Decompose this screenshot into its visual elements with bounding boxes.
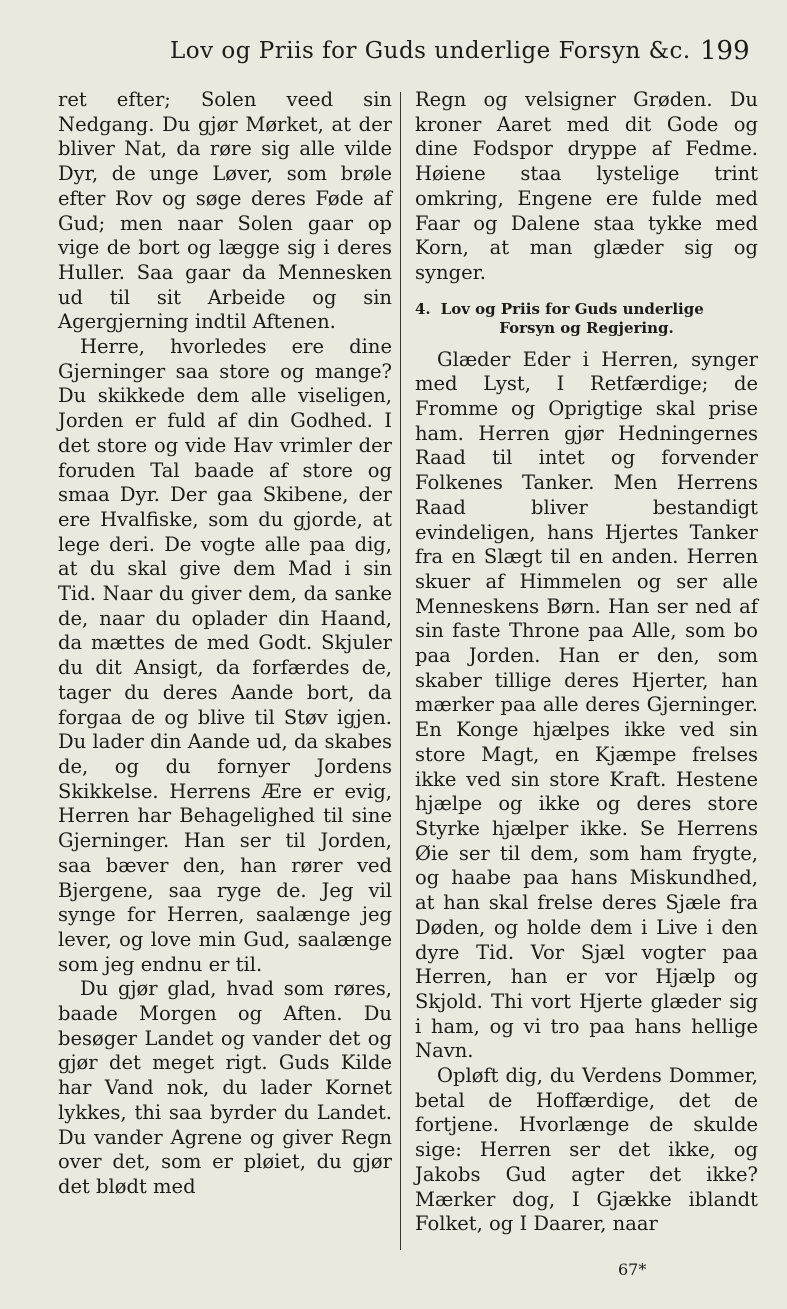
signature-mark: 67* [618,1260,647,1279]
paragraph: Regn og velsigner Grøden. Du kroner Aaret med dit Gode og dine Fodspor dryppe af Fedme. Høiene staa lystelige trint omkring, Engene ere fulde med Faar og Dalene staa tykke med Korn, at man glæder sig og synger. [415,88,758,284]
page-number: 199 [700,36,750,66]
section-number: 4. [415,299,431,318]
paragraph: Herre, hvorledes ere dine Gjerninger saa store og mange? Du skikkede dem alle viseligen, Jorden er fuld af din Godhed. I det store og vide Hav vrimler der foruden Tal baade af store og smaa Dyr. Der gaa Skibene, der ere Hvalfiske, som du gjorde, at lege deri. De vogte alle paa dig, at du skal give dem Mad i sin Tid. Naar du giver dem, da sanke de, naar du oplader din Haand, da mættes de med Godt. Skjuler du dit Ansigt, da forfærdes de, tager du deres Aande bort, da forgaa de og blive til Støv igjen. Du lader din Aande ud, da skabes de, og du fornyer Jordens Skikkelse. Herrens Ære er evig, Herren har Behagelighed til sine Gjerninger. Han ser til Jorden, saa bæver den, han rører ved Bjergene, saa ryge de. Jeg vil synge for Herren, saalænge jeg lever, og love min Gud, saalænge som jeg endnu er til. [58,335,392,976]
section-heading [415,300,758,338]
paragraph: Glæder Eder i Herren, synger med Lyst, I Retfærdige; de Fromme og Oprigtige skal prise ham. Herren gjør Hedningernes Raad til intet og forvender Folkenes Tanker. Men Herrens Raad bliver bestandigt evindeligen, hans Hjertes Tanker fra en Slægt til en anden. Herren skuer af Himmelen og ser alle Menneskens Børn. Han ser ned af sin faste Throne paa Alle, som bo paa Jorden. Han er den, som skaber tillige deres Hjerter, han mærker paa alle deres Gjerninger. En Konge hjælpes ikke ved sin store Magt, en Kjæmpe frelses ikke ved sin store Kraft. Hestene hjælpe og ikke og deres store Styrke hjælper ikke. Se Herrens Øie ser til dem, som ham frygte, og haabe paa hans Miskundhed, at han skal frelse deres Sjæle fra Døden, og holde dem i Live i den dyre Tid. Vor Sjæl vogter paa Herren, han er vor Hjælp og Skjold. Thi vort Hjerte glæder sig i ham, og vi tro paa hans hellige Navn. [415,347,758,1063]
paragraph: Du gjør glad, hvad som røres, baade Morgen og Aften. Du besøger Landet og vander det og gjør det meget rigt. Guds Kilde har Vand nok, du lader Kornet lykkes, thi saa byrder du Landet. Du vander Agrene og giver Regn over det, som er pløiet, du gjør det blødt med [58,977,392,1198]
section-title-line1: Lov og Priis for Guds underlige [440,299,704,318]
section-title-line2: Forsyn og Regjering. [499,318,674,337]
paragraph: Opløft dig, du Verdens Dommer, betal de Hoffærdige, det de fortjene. Hvorlænge de skulde sige: Herren ser det ikke, og Jakobs Gud agter det ikke? Mærker dog, I Gjække iblandt Folket, og I Daarer, naar [415,1064,758,1236]
running-title: Lov og Priis for Guds underlige Forsyn &c. [170,38,691,64]
column-divider [400,92,401,1250]
left-column [58,88,392,1200]
right-column [415,88,758,1237]
paragraph: ret efter; Solen veed sin Nedgang. Du gjør Mørket, at der bliver Nat, da røre sig alle vilde Dyr, de unge Løver, som brøle efter Rov og søge deres Føde af Gud; men naar Solen gaar op vige de bort og lægge sig i deres Huller. Saa gaar da Mennesken ud til sit Arbeide og sin Agergjerning indtil Aftenen. [58,88,392,334]
